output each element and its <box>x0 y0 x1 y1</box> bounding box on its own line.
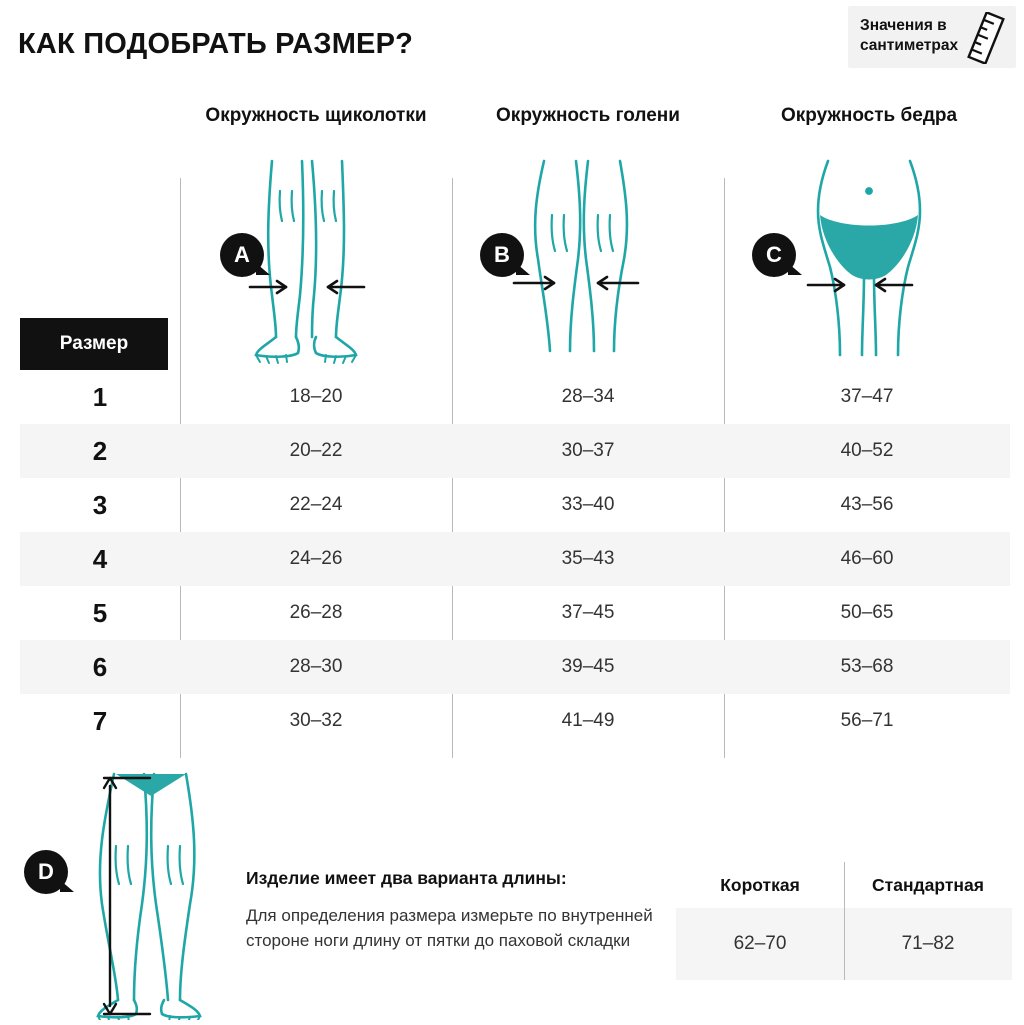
table-row <box>20 640 1010 694</box>
cell-thigh: 46–60 <box>840 548 894 569</box>
cell-ankle: 20–22 <box>289 440 343 461</box>
cell-calf: 33–40 <box>561 494 615 515</box>
length-table <box>676 862 1012 980</box>
ruler-icon <box>964 12 1008 69</box>
column-heading-thigh: Окружность бедра <box>780 105 958 126</box>
marker-b: B <box>480 233 524 277</box>
marker-d: D <box>24 850 68 894</box>
cell-thigh: 37–47 <box>840 386 894 407</box>
cell-ankle: 24–26 <box>289 548 343 569</box>
illustration-ankle <box>180 155 452 365</box>
cell-size: 6 <box>92 652 108 682</box>
cell-calf: 41–49 <box>561 710 615 731</box>
table-row <box>20 424 1010 478</box>
cell-size: 5 <box>92 598 108 628</box>
table-row <box>20 586 1010 640</box>
length-instructions <box>246 868 666 953</box>
length-value-standard: 71–82 <box>901 933 955 954</box>
page-header <box>0 0 1024 78</box>
length-header-standard: Стандартная <box>872 875 984 895</box>
cell-thigh: 40–52 <box>840 440 894 461</box>
column-heading-calf: Окружность голени <box>496 105 680 126</box>
cell-size: 4 <box>92 544 108 574</box>
units-badge <box>848 6 1016 68</box>
length-lead: Изделие имеет два варианта длины: <box>246 868 567 888</box>
cell-ankle: 30–32 <box>289 710 343 731</box>
cell-calf: 39–45 <box>561 656 615 677</box>
cell-size: 2 <box>92 436 108 466</box>
cell-thigh: 43–56 <box>840 494 894 515</box>
cell-thigh: 53–68 <box>840 656 894 677</box>
length-table-divider <box>844 862 845 980</box>
cell-calf: 35–43 <box>561 548 615 569</box>
page-title: КАК ПОДОБРАТЬ РАЗМЕР? <box>18 28 414 60</box>
cell-ankle: 28–30 <box>289 656 343 677</box>
cell-calf: 28–34 <box>561 386 615 407</box>
units-badge-label: Значения в сантиметрах <box>860 17 959 54</box>
cell-thigh: 50–65 <box>840 602 894 623</box>
table-row <box>20 532 1010 586</box>
cell-size: 3 <box>92 490 108 520</box>
cell-ankle: 18–20 <box>289 386 343 407</box>
table-row <box>20 478 1010 532</box>
marker-c: C <box>752 233 796 277</box>
cell-ankle: 26–28 <box>289 602 343 623</box>
cell-calf: 37–45 <box>561 602 615 623</box>
marker-a: A <box>220 233 264 277</box>
cell-size: 7 <box>92 706 108 736</box>
table-header-size: Размер <box>20 318 168 370</box>
cell-ankle: 22–24 <box>289 494 343 515</box>
length-description: Для определения размера измерьте по внутренней стороне ноги длину от пятки до паховой складки <box>246 906 653 950</box>
column-heading-ankle: Окружность щиколотки <box>205 105 427 126</box>
cell-thigh: 56–71 <box>840 710 894 731</box>
cell-size: 1 <box>92 382 108 412</box>
size-table <box>20 370 1010 748</box>
length-value-short: 62–70 <box>733 933 787 954</box>
table-row <box>20 370 1010 424</box>
illustration-calf <box>452 155 724 365</box>
cell-calf: 30–37 <box>561 440 615 461</box>
table-row <box>20 694 1010 748</box>
illustration-thigh <box>724 155 1014 365</box>
length-header-short: Короткая <box>720 875 800 895</box>
